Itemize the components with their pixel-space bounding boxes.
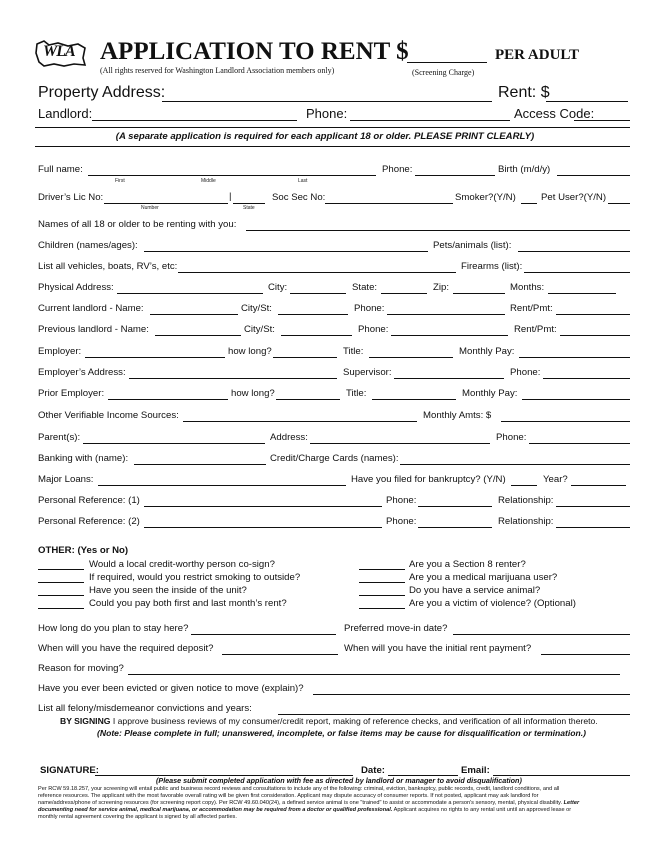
- bankruptcy-year-field[interactable]: [571, 485, 626, 486]
- reference2-field[interactable]: [144, 527, 382, 528]
- banking-label: Banking with (name):: [38, 453, 129, 464]
- initial-rent-label: When will you have the initial rent payment?: [344, 643, 532, 654]
- reason-field[interactable]: [128, 674, 620, 675]
- access-code-field[interactable]: [574, 120, 630, 121]
- evicted-field[interactable]: [313, 694, 630, 695]
- reference1-relationship-field[interactable]: [556, 506, 630, 507]
- credit-cards-label: Credit/Charge Cards (names):: [270, 453, 399, 464]
- parents-label: Parent(s):: [38, 432, 81, 443]
- full-name-label: Full name:: [38, 164, 83, 175]
- major-loans-label: Major Loans:: [38, 474, 94, 485]
- rent-field[interactable]: [546, 101, 628, 102]
- zip-field[interactable]: [453, 293, 505, 294]
- prior-employer-label: Prior Employer:: [38, 388, 105, 399]
- phone-label: Phone:: [382, 164, 413, 175]
- children-label: Children (names/ages):: [38, 240, 138, 251]
- ssn-field[interactable]: [325, 203, 453, 204]
- stay-label: How long do you plan to stay here?: [38, 623, 189, 634]
- months-field[interactable]: [548, 293, 616, 294]
- other-right-question-1: Are you a Section 8 renter?: [409, 559, 526, 570]
- smoker-label: Smoker?(Y/N): [455, 192, 516, 203]
- drivers-lic-number-field[interactable]: [104, 203, 228, 204]
- number-sublabel: Number: [141, 205, 159, 211]
- landlord-phone-label: Phone:: [306, 106, 348, 121]
- employer-phone-label: Phone:: [510, 367, 541, 378]
- previous-landlord-label: Previous landlord - Name:: [38, 324, 149, 335]
- parents-phone-field[interactable]: [529, 443, 630, 444]
- email-label: Email:: [461, 765, 490, 776]
- first-sublabel: First: [115, 178, 125, 184]
- zip-label: Zip:: [433, 282, 449, 293]
- per-adult: PER ADULT: [495, 47, 580, 63]
- reason-label: Reason for moving?: [38, 663, 124, 674]
- screening-note: (Screening Charge): [412, 68, 475, 77]
- title-field[interactable]: [369, 357, 453, 358]
- felony-field[interactable]: [278, 714, 630, 715]
- stay-field[interactable]: [191, 634, 336, 635]
- pet-user-field[interactable]: [608, 203, 630, 204]
- drivers-lic-label: Driver’s Lic No:: [38, 192, 104, 203]
- wla-logo: [34, 38, 88, 68]
- reference1-relationship-label: Relationship:: [498, 495, 554, 506]
- vehicles-field[interactable]: [178, 272, 456, 273]
- physical-address-label: Physical Address:: [38, 282, 114, 293]
- other-left-question-3: Have you seen the inside of the unit?: [89, 585, 247, 596]
- parents-address-label: Address:: [270, 432, 308, 443]
- reference2-phone-label: Phone:: [386, 516, 417, 527]
- how-long-label: how long?: [228, 346, 272, 357]
- birth-field[interactable]: [557, 175, 630, 176]
- bankruptcy-field[interactable]: [511, 485, 537, 486]
- bankruptcy-year-label: Year?: [543, 474, 568, 485]
- parents-address-field[interactable]: [310, 443, 490, 444]
- ssn-label: Soc Sec No:: [272, 192, 326, 203]
- other-heading: OTHER: (Yes or No): [38, 545, 129, 556]
- prior-title-label: Title:: [346, 388, 367, 399]
- pets-label: Pets/animals (list):: [433, 240, 512, 251]
- state-label: State:: [352, 282, 378, 293]
- prior-monthly-pay-label: Monthly Pay:: [462, 388, 518, 399]
- pets-field[interactable]: [518, 251, 630, 252]
- children-field[interactable]: [144, 251, 428, 252]
- reference2-label: Personal Reference: (2): [38, 516, 140, 527]
- current-rent-field[interactable]: [556, 314, 630, 315]
- birth-label: Birth (m/d/y): [498, 164, 551, 175]
- other-right-answer-4[interactable]: [359, 608, 405, 609]
- rights-note: (All rights reserved for Washington Landlord Association members only): [100, 66, 335, 75]
- supervisor-label: Supervisor:: [343, 367, 392, 378]
- logo-text: WLA: [43, 43, 75, 60]
- employer-phone-field[interactable]: [543, 378, 630, 379]
- other-right-question-3: Do you have a service animal?: [409, 585, 541, 596]
- reference2-relationship-field[interactable]: [556, 527, 630, 528]
- previous-phone-field[interactable]: [391, 335, 508, 336]
- monthly-pay-label: Monthly Pay:: [459, 346, 515, 357]
- other-income-field[interactable]: [183, 421, 417, 422]
- previous-rent-field[interactable]: [560, 335, 630, 336]
- months-label: Months:: [510, 282, 545, 293]
- other-income-label: Other Verifiable Income Sources:: [38, 410, 179, 421]
- fine-print-3a: name/address/phone of screening resources (for screening report copy). Per RCW 49.60.040(24), a defined service animal is one "trained" to assist or accommodate a person's sensory, mental, physical disability.: [38, 800, 564, 806]
- banking-field[interactable]: [134, 464, 266, 465]
- vehicles-label: List all vehicles, boats, RV’s, etc:: [38, 261, 178, 272]
- other-left-answer-2[interactable]: [38, 582, 84, 583]
- landlord-phone-field[interactable]: [350, 120, 510, 121]
- signing-note: (Note: Please complete in full; unanswered, incomplete, or false items may be cause for disqualification or termination.): [97, 728, 587, 738]
- names18-field[interactable]: [246, 230, 630, 231]
- state-field[interactable]: [381, 293, 427, 294]
- other-right-answer-1[interactable]: [359, 569, 405, 570]
- property-address-label: Property Address:: [38, 84, 166, 101]
- current-city-st-field[interactable]: [278, 314, 348, 315]
- employer-label: Employer:: [38, 346, 82, 357]
- date-label: Date:: [361, 765, 385, 776]
- parents-phone-label: Phone:: [496, 432, 527, 443]
- other-left-answer-1[interactable]: [38, 569, 84, 570]
- submit-note: (Please submit completed application with fee as directed by landlord or manager to avoid disqualification): [156, 776, 522, 785]
- fine-print-4b: Applicant acquires no rights to any rental unit until an approved lease or: [392, 807, 572, 813]
- prior-how-long-field[interactable]: [276, 399, 340, 400]
- monthly-amts-label: Monthly Amts: $: [423, 410, 492, 421]
- current-landlord-label: Current landlord - Name:: [38, 303, 144, 314]
- signing-consent: [60, 716, 598, 726]
- firearms-label: Firearms (list):: [461, 261, 523, 272]
- reference2-phone-field[interactable]: [418, 527, 492, 528]
- parents-field[interactable]: [83, 443, 265, 444]
- monthly-amts-field[interactable]: [501, 421, 630, 422]
- previous-city-st-field[interactable]: [281, 335, 352, 336]
- prior-employer-field[interactable]: [108, 399, 228, 400]
- monthly-pay-field[interactable]: [519, 357, 630, 358]
- credit-cards-field[interactable]: [400, 464, 630, 465]
- other-right-question-4: Are you a victim of violence? (Optional): [409, 598, 576, 609]
- landlord-label: Landlord:: [38, 106, 93, 121]
- phone-field[interactable]: [415, 175, 495, 176]
- fine-print-4a: documenting need for service animal, medical marijuana, or accommodation may be required from a doctor or qualified professional.: [38, 807, 393, 813]
- fine-print-5: monthly rental agreement covering the applicant is signed by all affected parties.: [38, 814, 237, 820]
- previous-landlord-field[interactable]: [155, 335, 241, 336]
- signing-text: I approve business reviews of my consumer/credit report, making of reference checks, and verification of all information thereto.: [110, 716, 598, 726]
- other-right-answer-3[interactable]: [359, 595, 405, 596]
- current-city-st-label: City/St:: [241, 303, 272, 314]
- initial-rent-field[interactable]: [541, 654, 630, 655]
- full-name-field[interactable]: [88, 175, 376, 176]
- property-address-field[interactable]: [162, 101, 492, 102]
- fine-print-3b: Letter: [563, 800, 580, 806]
- fine-print-2: reference resources. The applicant with the most favorable overall rating will be given first consideration. Applicant may dispute accuracy of consumer reports. If not posted, applicant may ask landlord for: [38, 793, 539, 799]
- felony-label: List all felony/misdemeanor convictions and years:: [38, 703, 252, 714]
- how-long-field[interactable]: [273, 357, 337, 358]
- previous-rent-label: Rent/Pmt:: [514, 324, 557, 335]
- other-left-question-2: If required, would you restrict smoking to outside?: [89, 572, 301, 583]
- supervisor-field[interactable]: [394, 378, 504, 379]
- evicted-label: Have you ever been evicted or given notice to move (explain)?: [38, 683, 304, 694]
- other-left-question-4: Could you pay both first and last month’s rent?: [89, 598, 287, 609]
- reference2-relationship-label: Relationship:: [498, 516, 554, 527]
- reference1-phone-label: Phone:: [386, 495, 417, 506]
- prior-title-field[interactable]: [372, 399, 456, 400]
- state-sublabel: State: [243, 205, 255, 211]
- previous-phone-label: Phone:: [358, 324, 389, 335]
- signature-label: SIGNATURE:: [40, 765, 99, 776]
- separate-application-notice: (A separate application is required for each applicant 18 or older. PLEASE PRINT CLEARLY): [115, 131, 535, 142]
- current-phone-field[interactable]: [387, 314, 505, 315]
- reference1-field[interactable]: [144, 506, 382, 507]
- reference1-label: Personal Reference: (1): [38, 495, 140, 506]
- smoker-field[interactable]: [521, 203, 537, 204]
- title-label: Title:: [343, 346, 364, 357]
- reference1-phone-field[interactable]: [418, 506, 492, 507]
- firearms-field[interactable]: [524, 272, 630, 273]
- other-right-answer-2[interactable]: [359, 582, 405, 583]
- last-sublabel: Last: [298, 178, 308, 184]
- middle-sublabel: Middle: [201, 178, 216, 184]
- names18-label: Names of all 18 or older to be renting with you:: [38, 219, 237, 230]
- prior-monthly-pay-field[interactable]: [522, 399, 630, 400]
- current-rent-label: Rent/Pmt:: [510, 303, 553, 314]
- city-label: City:: [268, 282, 288, 293]
- physical-address-field[interactable]: [117, 293, 263, 294]
- major-loans-field[interactable]: [98, 485, 346, 486]
- deposit-field[interactable]: [222, 654, 338, 655]
- signing-bold: BY SIGNING: [60, 716, 111, 726]
- bankruptcy-label: Have you filed for bankruptcy? (Y/N): [351, 474, 506, 485]
- city-field[interactable]: [290, 293, 346, 294]
- drivers-lic-state-field[interactable]: [233, 203, 265, 204]
- other-left-answer-4[interactable]: [38, 608, 84, 609]
- current-phone-label: Phone:: [354, 303, 385, 314]
- move-in-field[interactable]: [453, 634, 630, 635]
- move-in-label: Preferred move-in date?: [344, 623, 448, 634]
- form-title: APPLICATION TO RENT $: [100, 38, 409, 65]
- access-code-label: Access Code:: [514, 106, 595, 121]
- landlord-field[interactable]: [92, 120, 297, 121]
- other-right-question-2: Are you a medical marijuana user?: [409, 572, 558, 583]
- deposit-label: When will you have the required deposit?: [38, 643, 214, 654]
- previous-city-st-label: City/St:: [244, 324, 275, 335]
- other-left-answer-3[interactable]: [38, 595, 84, 596]
- fine-print-1: Per RCW 59.18.257, your screening will entail public and business record reviews and consultations to include any of the following: criminal, eviction, bankruptcy, public records, credit, landlord conditions, and all: [38, 786, 560, 792]
- current-landlord-field[interactable]: [150, 314, 238, 315]
- prior-how-long-label: how long?: [231, 388, 275, 399]
- employer-address-field[interactable]: [129, 378, 337, 379]
- rent-label: Rent: $: [498, 84, 550, 101]
- employer-address-label: Employer’s Address:: [38, 367, 126, 378]
- pet-user-label: Pet User?(Y/N): [541, 192, 607, 203]
- other-left-question-1: Would a local credit-worthy person co-sign?: [89, 559, 275, 570]
- employer-field[interactable]: [85, 357, 225, 358]
